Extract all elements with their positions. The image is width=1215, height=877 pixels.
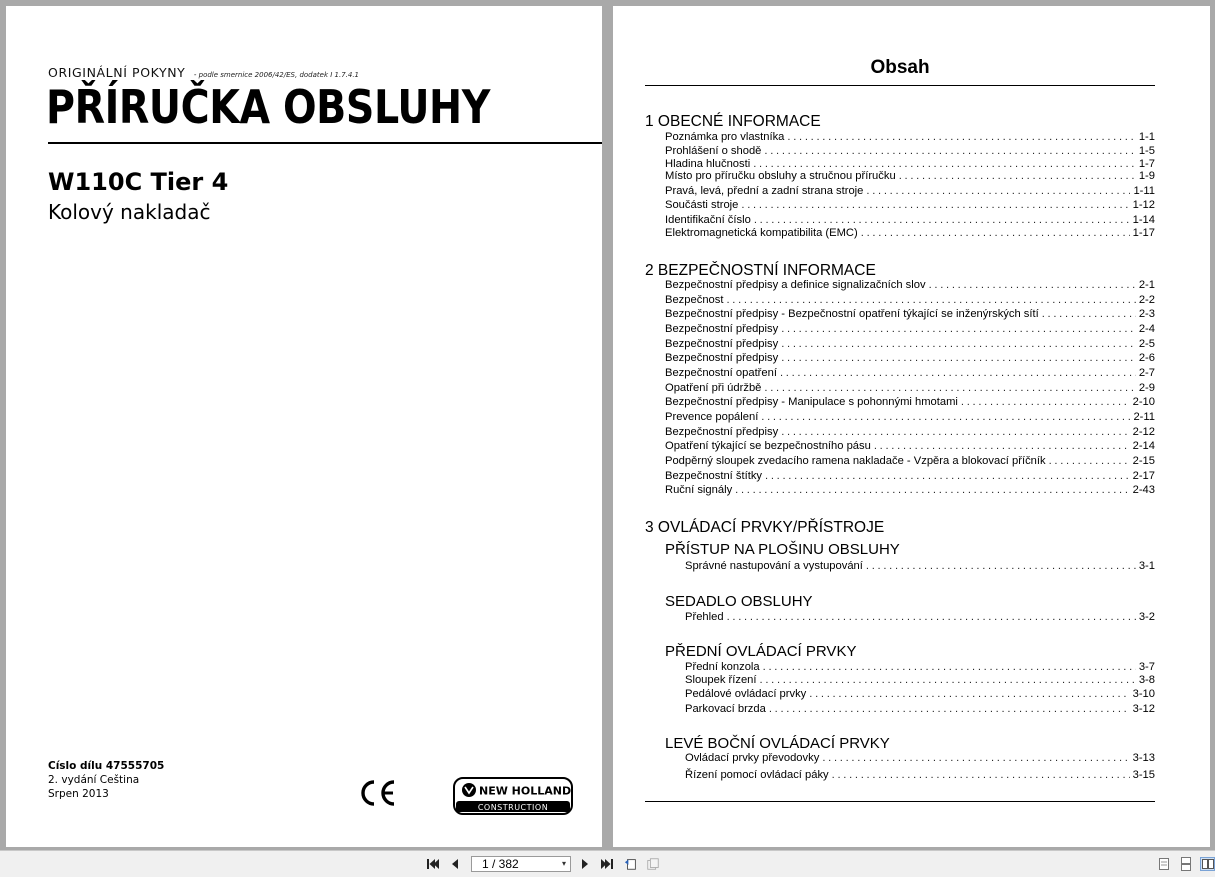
toc-entry[interactable]: Prevence popálení . . . 2-11 xyxy=(665,410,1155,424)
toc-entry[interactable]: Bezpečnostní předpisy a definice signalizačních slov . . . 2-1 xyxy=(665,278,1155,292)
next-page-icon[interactable] xyxy=(578,857,592,871)
toc-entry[interactable]: Bezpečnostní předpisy . . . 2-4 xyxy=(665,322,1155,336)
toc-entry[interactable]: Bezpečnostní opatření . . . 2-7 xyxy=(665,366,1155,380)
toc-entry[interactable]: Bezpečnost . . . 2-2 xyxy=(665,293,1155,307)
brand-name: NEW HOLLAND xyxy=(479,784,572,798)
toc-top-divider xyxy=(645,85,1155,86)
toc-subsection[interactable]: SEDADLO OBSLUHY xyxy=(665,593,813,610)
toc-subsection[interactable]: PŘEDNÍ OVLÁDACÍ PRVKY xyxy=(665,643,857,660)
single-page-view-icon[interactable] xyxy=(1157,857,1171,871)
toc-entry[interactable]: Parkovací brzda . . . 3-12 xyxy=(685,702,1155,716)
brand-division: CONSTRUCTION xyxy=(477,803,549,812)
model-name: W110C Tier 4 xyxy=(48,168,229,196)
toc-entry[interactable]: Bezpečnostní štítky . . . 2-17 xyxy=(665,469,1155,483)
toc-page xyxy=(613,6,1210,847)
manual-title: PŘÍRUČKA OBSLUHY xyxy=(46,80,490,134)
previous-view-icon[interactable] xyxy=(624,857,638,871)
toc-entry[interactable]: Identifikační číslo . . . 1-14 xyxy=(665,213,1155,227)
publication-info xyxy=(48,759,164,801)
part-number: Císlo dílu 47555705 xyxy=(48,760,165,772)
toc-entry[interactable]: Bezpečnostní předpisy . . . 2-12 xyxy=(665,425,1155,439)
two-page-view-icon[interactable] xyxy=(1200,857,1215,871)
toc-section-1[interactable]: 1 OBECNÉ INFORMACE xyxy=(645,113,821,130)
title-divider xyxy=(48,142,602,144)
toc-entry[interactable]: Řízení pomocí ovládací páky . . . 3-15 xyxy=(685,768,1155,782)
chevron-down-icon: ▾ xyxy=(561,859,566,868)
new-holland-logo xyxy=(453,777,573,815)
toc-entry[interactable]: Přední konzola . . . 3-7 xyxy=(685,660,1155,674)
toc-title: Obsah xyxy=(870,57,930,78)
original-instructions-label: ORIGINÁLNÍ POKYNY xyxy=(48,65,186,80)
cover-page xyxy=(6,6,602,847)
toc-entry[interactable]: Opatření při údržbě . . . 2-9 xyxy=(665,381,1155,395)
toc-entry[interactable]: Elektromagnetická kompatibilita (EMC) . . . 1-17 xyxy=(665,226,1155,240)
toc-bottom-divider xyxy=(645,801,1155,802)
page-indicator: 1 / 382 xyxy=(482,857,519,871)
toc-entry[interactable]: Pedálové ovládací prvky . . . 3-10 xyxy=(685,687,1155,701)
last-page-icon[interactable] xyxy=(600,857,614,871)
first-page-icon[interactable] xyxy=(426,857,440,871)
edition: 2. vydání Ceština xyxy=(48,774,140,786)
toc-entry[interactable]: Místo pro příručku obsluhy a stručnou příručku . . . 1-9 xyxy=(665,169,1155,183)
ce-mark-icon xyxy=(358,778,398,808)
page-number-dropdown[interactable] xyxy=(471,856,571,872)
continuous-view-icon[interactable] xyxy=(1179,857,1193,871)
toc-entry[interactable]: Sloupek řízení . . . 3-8 xyxy=(685,673,1155,687)
toc-entry[interactable]: Prohlášení o shodě . . . 1-5 xyxy=(665,144,1155,158)
toc-entry[interactable]: Přehled . . . 3-2 xyxy=(685,610,1155,624)
publication-date: Srpen 2013 xyxy=(48,788,109,800)
toc-entry[interactable]: Bezpečnostní předpisy . . . 2-5 xyxy=(665,337,1155,351)
machine-type: Kolový nakladač xyxy=(48,200,211,224)
toc-subsection[interactable]: PŘÍSTUP NA PLOŠINU OBSLUHY xyxy=(665,541,900,558)
directive-reference: - podle smernice 2006/42/ES, dodatek I 1.7.4.1 xyxy=(193,71,360,79)
next-view-icon[interactable] xyxy=(646,857,660,871)
toc-entry[interactable]: Ovládací prvky převodovky . . . 3-13 xyxy=(685,751,1155,765)
toc-section-2[interactable]: 2 BEZPEČNOSTNÍ INFORMACE xyxy=(645,262,876,279)
viewer-toolbar xyxy=(0,850,1215,877)
toc-section-3[interactable]: 3 OVLÁDACÍ PRVKY/PŘÍSTROJE xyxy=(645,519,885,536)
toc-entry[interactable]: Ruční signály . . . 2-43 xyxy=(665,483,1155,497)
previous-page-icon[interactable] xyxy=(448,857,462,871)
toc-subsection[interactable]: LEVÉ BOČNÍ OVLÁDACÍ PRVKY xyxy=(665,735,890,752)
toc-entry[interactable]: Bezpečnostní předpisy . . . 2-6 xyxy=(665,351,1155,365)
toc-entry[interactable]: Správné nastupování a vystupování . . . 3-1 xyxy=(685,559,1155,573)
toc-entry[interactable]: Hladina hlučnosti . . . 1-7 xyxy=(665,157,1155,171)
toc-entry[interactable]: Bezpečnostní předpisy - Manipulace s pohonnými hmotami . . . 2-10 xyxy=(665,395,1155,409)
toc-entry[interactable]: Poznámka pro vlastníka . . . 1-1 xyxy=(665,130,1155,144)
toc-entry[interactable]: Podpěrný sloupek zvedacího ramena nakladače - Vzpěra a blokovací příčník . . . 2-15 xyxy=(665,454,1155,468)
toc-entry[interactable]: Opatření týkající se bezpečnostního pásu . . . 2-14 xyxy=(665,439,1155,453)
toc-entry[interactable]: Bezpečnostní předpisy - Bezpečnostní opatření týkající se inženýrských sítí . . . 2-3 xyxy=(665,307,1155,321)
toc-entry[interactable]: Pravá, levá, přední a zadní strana stroje . . . 1-11 xyxy=(665,184,1155,198)
toc-entry[interactable]: Součásti stroje . . . 1-12 xyxy=(665,198,1155,212)
